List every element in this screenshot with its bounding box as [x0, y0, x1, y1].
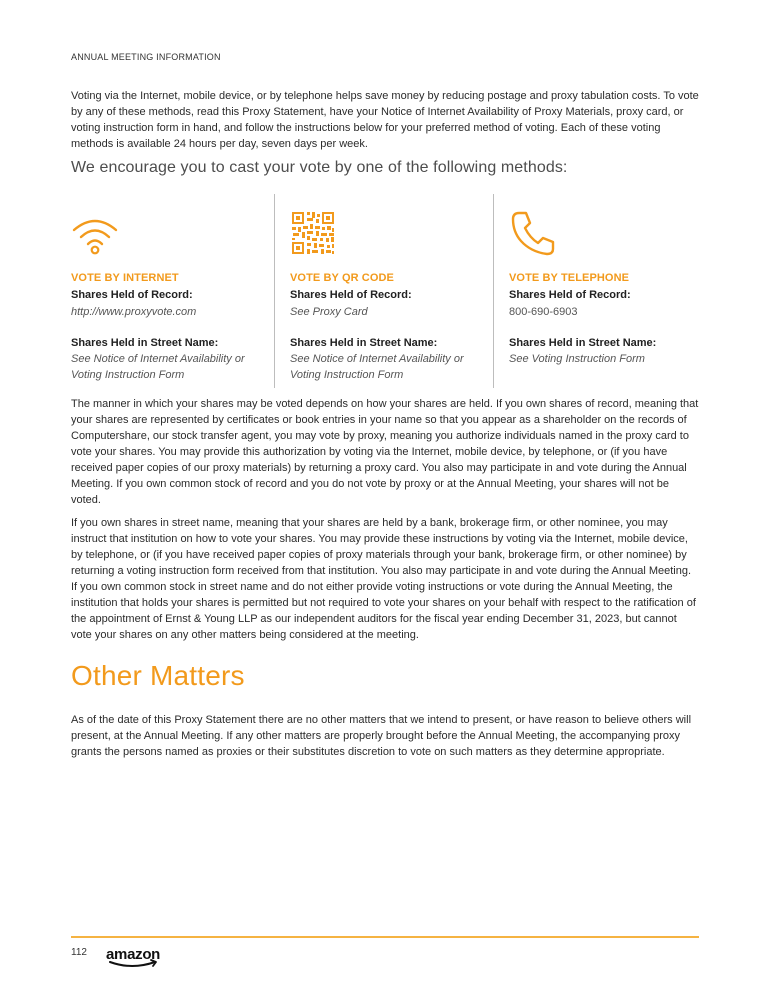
method-heading: VOTE BY INTERNET: [71, 272, 179, 284]
page-number: 112: [71, 947, 87, 958]
record-label: Shares Held of Record:: [509, 289, 631, 301]
telephone-icon: [509, 208, 557, 256]
column-divider: [493, 194, 494, 388]
method-internet: [71, 194, 276, 388]
record-label: Shares Held of Record:: [290, 289, 412, 301]
method-qr-code: [290, 194, 495, 388]
running-head: ANNUAL MEETING INFORMATION: [71, 52, 221, 62]
record-value: See Proxy Card: [290, 306, 368, 318]
voting-methods: [71, 194, 699, 388]
method-heading: VOTE BY QR CODE: [290, 272, 394, 284]
street-value: See Voting Instruction Form: [509, 353, 645, 365]
body-paragraph: As of the date of this Proxy Statement there are no other matters that we intend to present, or have reason to believe others will present, at the Annual Meeting. If any other matters are properly brought before the Annual Meeting, the accompanying proxy grants the persons named as proxies or their substitutes discretion to vote on such matters as they determine appropriate.: [71, 714, 692, 758]
record-label: Shares Held of Record:: [71, 289, 193, 301]
record-phone: 800-690-6903: [509, 306, 578, 318]
intro-paragraph: Voting via the Internet, mobile device, or by telephone helps save money by reducing postage and proxy tabulation costs. To vote by any of these methods, read this Proxy Statement, have your Notice of Internet Availability of Proxy Materials, proxy card, or voting instruction form in hand, and follow the instructions below for your preferred method of voting. Each of these voting methods is available 24 hours per day, seven days per week.: [71, 90, 699, 150]
body-paragraph: The manner in which your shares may be voted depends on how your shares are held. If you own shares of record, meaning that your shares are represented by certificates or book entries in your name so that you appear as a shareholder on the records of Computershare, our stock transfer agent, you may vote by proxy, meaning you authorize individuals named in the proxy card to vote your shares. You may provide this authorization by voting via the Internet, mobile device, by telephone, or (if you have received paper copies of our proxy materials) by returning a proxy card. You also may participate in and vote during the Annual Meeting. If you own common stock of record and you do not vote by proxy or at the Annual Meeting, your shares will not be voted.: [71, 398, 699, 506]
logo-text: amazon: [106, 946, 161, 963]
street-label: Shares Held in Street Name:: [290, 337, 438, 349]
method-telephone: [509, 194, 714, 388]
street-value: See Notice of Internet Availability or Voting Instruction Form: [71, 353, 245, 381]
street-label: Shares Held in Street Name:: [509, 337, 657, 349]
street-value: See Notice of Internet Availability or Voting Instruction Form: [290, 353, 464, 381]
footer-rule: [71, 936, 699, 938]
wifi-icon: [71, 208, 119, 256]
street-label: Shares Held in Street Name:: [71, 337, 219, 349]
record-link[interactable]: http://www.proxyvote.com: [71, 306, 197, 318]
column-divider: [274, 194, 275, 388]
qr-code-icon: [290, 208, 338, 256]
section-title: Other Matters: [71, 660, 245, 691]
amazon-logo: [105, 945, 165, 969]
method-heading: VOTE BY TELEPHONE: [509, 272, 630, 284]
encourage-heading: We encourage you to cast your vote by one of the following methods:: [71, 159, 568, 176]
body-paragraph: If you own shares in street name, meaning that your shares are held by a bank, brokerage firm, or other nominee, you may instruct that institution on how to vote your shares. You may provide these instructions by voting via the Internet, mobile device, by telephone, or (if you have received paper copies of proxy materials through your bank, brokerage firm, or other nominee) by returning a voting instruction form received from that institution. You also may participate in and vote during the Annual Meeting. If you own common stock in street name and do not either provide voting instructions or vote during the Annual Meeting, the institution that holds your shares is permitted but not required to vote your shares on your behalf with respect to the ratification of the appointment of Ernst & Young LLP as our independent auditors for the fiscal year ending December 31, 2023, but cannot vote your shares on any other matters being considered at the meeting.: [71, 517, 696, 641]
